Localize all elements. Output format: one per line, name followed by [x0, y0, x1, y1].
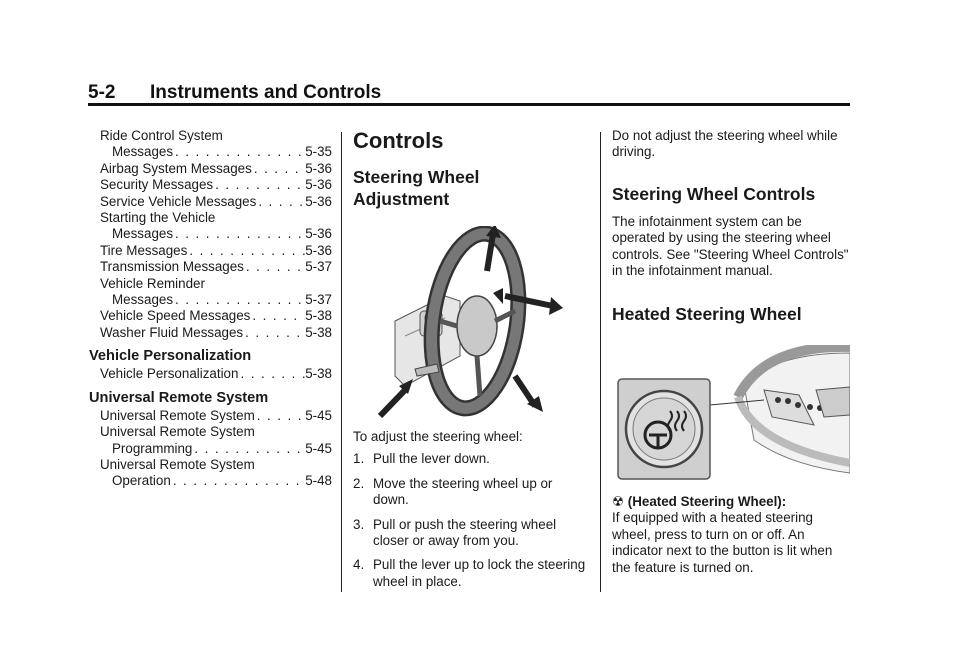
toc-entry-page: 5-45	[305, 440, 332, 456]
toc-entry-page: 5-37	[305, 259, 332, 275]
heated-paragraph	[612, 494, 850, 576]
toc-entry-text: Washer Fluid Messages	[100, 324, 244, 340]
toc-entry[interactable]	[100, 210, 332, 243]
list-item	[353, 517, 589, 550]
leader-dots	[250, 308, 305, 324]
toc-entry-page: 5-36	[305, 193, 332, 209]
chapter-title: Instruments and Controls	[150, 82, 382, 103]
leader-dots	[238, 366, 305, 382]
leader-dots	[192, 441, 305, 457]
toc-entry[interactable]	[100, 424, 332, 457]
leader-dots	[187, 243, 305, 259]
heated-description	[612, 494, 850, 576]
toc-entry-page: 5-36	[305, 242, 332, 258]
controls-column	[353, 128, 585, 218]
toc-entry[interactable]	[100, 259, 332, 275]
toc-entry[interactable]	[100, 457, 332, 490]
column-divider-1	[341, 132, 342, 592]
toc-entry-page: 5-36	[305, 160, 332, 176]
toc-entry-pre: Ride Control System	[100, 128, 223, 143]
toc-entry[interactable]	[100, 325, 332, 341]
steering-adjust-illustration	[365, 226, 565, 426]
leader-dots	[173, 292, 305, 308]
toc-entry[interactable]	[100, 194, 332, 210]
leader-dots	[173, 226, 305, 242]
toc-entry[interactable]	[100, 366, 332, 382]
heated-wheel-icon: ☢	[612, 494, 625, 509]
toc-entry-text: Transmission Messages	[100, 259, 244, 275]
toc-entry-text: Airbag System Messages	[100, 160, 252, 176]
leader-dots	[243, 325, 305, 341]
list-item	[353, 476, 589, 509]
page-number: 5-2	[88, 82, 116, 103]
swc-title: Steering Wheel Controls	[612, 183, 816, 204]
toc-entry-page: 5-45	[305, 407, 332, 423]
toc-entry-page: 5-36	[305, 177, 332, 193]
toc-entry[interactable]	[100, 276, 332, 309]
step-number: 2.	[353, 475, 365, 491]
leader-dots	[244, 259, 305, 275]
step-text: Pull the lever down.	[373, 451, 490, 467]
toc-entry-text: Security Messages	[100, 177, 214, 193]
step-text: Move the steering wheel up or down.	[373, 475, 553, 508]
toc-entry-text: Vehicle Personalization	[100, 366, 239, 382]
list-item	[353, 557, 589, 590]
step-number: 3.	[353, 516, 365, 532]
step-text: Pull or push the steering wheel closer or away from you.	[373, 516, 557, 549]
list-item	[353, 451, 589, 467]
leader-dots	[171, 473, 305, 489]
toc-heading-remote: Universal Remote System	[89, 389, 269, 406]
toc-entry[interactable]	[100, 243, 332, 259]
leader-dots	[255, 408, 305, 424]
adjust-instructions	[353, 429, 589, 598]
heated-wheel-illustration	[614, 345, 850, 485]
toc-entry-text: Messages	[112, 292, 174, 308]
heated-label: (Heated Steering Wheel):	[627, 494, 787, 509]
toc-entry-text: Messages	[112, 226, 174, 242]
leader-dots	[256, 194, 305, 210]
swc-text: The infotainment system can be operated by using the steering wheel controls. See "Steering Wheel Controls" in the infotainment manual.	[612, 213, 849, 279]
toc-entry[interactable]	[100, 308, 332, 324]
toc-entry-pre: Vehicle Reminder	[100, 275, 205, 291]
toc-entry-pre: Starting the Vehicle	[100, 210, 216, 226]
step-number: 1.	[353, 451, 365, 467]
step-number: 4.	[353, 557, 365, 573]
heated-text: If equipped with a heated steering wheel, press to turn on or off. An indicator next to the button is lit when the feature is turned on.	[612, 510, 833, 575]
toc-entry[interactable]	[100, 177, 332, 193]
steering-adjust-title-1: Steering Wheel	[353, 167, 480, 187]
toc-entry-pre: Universal Remote System	[100, 424, 255, 440]
toc-entry-text: Messages	[112, 144, 174, 160]
steering-adjust-title-2: Adjustment	[353, 189, 450, 209]
toc-entry-page: 5-38	[305, 308, 332, 324]
toc-entry-page: 5-37	[305, 292, 332, 308]
toc-entry[interactable]	[100, 128, 332, 161]
toc-entry-text: Service Vehicle Messages	[100, 193, 257, 209]
step-text: Pull the lever up to lock the steering wheel in place.	[373, 557, 586, 589]
toc-entry[interactable]	[100, 161, 332, 177]
adjust-intro: To adjust the steering wheel:	[353, 429, 523, 444]
leader-dots	[252, 161, 305, 177]
toc-entry-page: 5-35	[305, 144, 332, 160]
toc-entry-text: Universal Remote System	[100, 407, 255, 423]
toc-entry-page: 5-38	[305, 324, 332, 340]
toc-entry-text: Vehicle Speed Messages	[100, 308, 251, 324]
toc-intro-list	[100, 128, 332, 341]
header-rule	[88, 103, 850, 106]
toc-entry-text: Tire Messages	[100, 242, 188, 258]
controls-title: Controls	[353, 128, 444, 153]
toc-entry-text: Programming	[112, 440, 193, 456]
toc-entry-page: 5-36	[305, 226, 332, 242]
toc-entry-pre: Universal Remote System	[100, 456, 255, 472]
toc-entry[interactable]	[100, 408, 332, 424]
leader-dots	[213, 177, 305, 193]
no-adjust-warning: Do not adjust the steering wheel while driving.	[612, 128, 838, 160]
column-divider-2	[600, 132, 601, 592]
toc-heading-personalization: Vehicle Personalization	[89, 348, 252, 365]
heated-title: Heated Steering Wheel	[612, 304, 802, 325]
toc-entry-page: 5-48	[305, 473, 332, 489]
toc-column	[89, 128, 332, 490]
toc-entry-page: 5-38	[305, 366, 332, 382]
toc-entry-text: Operation	[112, 473, 171, 489]
right-column	[612, 128, 850, 333]
adjust-steps	[353, 451, 589, 590]
leader-dots	[173, 144, 305, 160]
